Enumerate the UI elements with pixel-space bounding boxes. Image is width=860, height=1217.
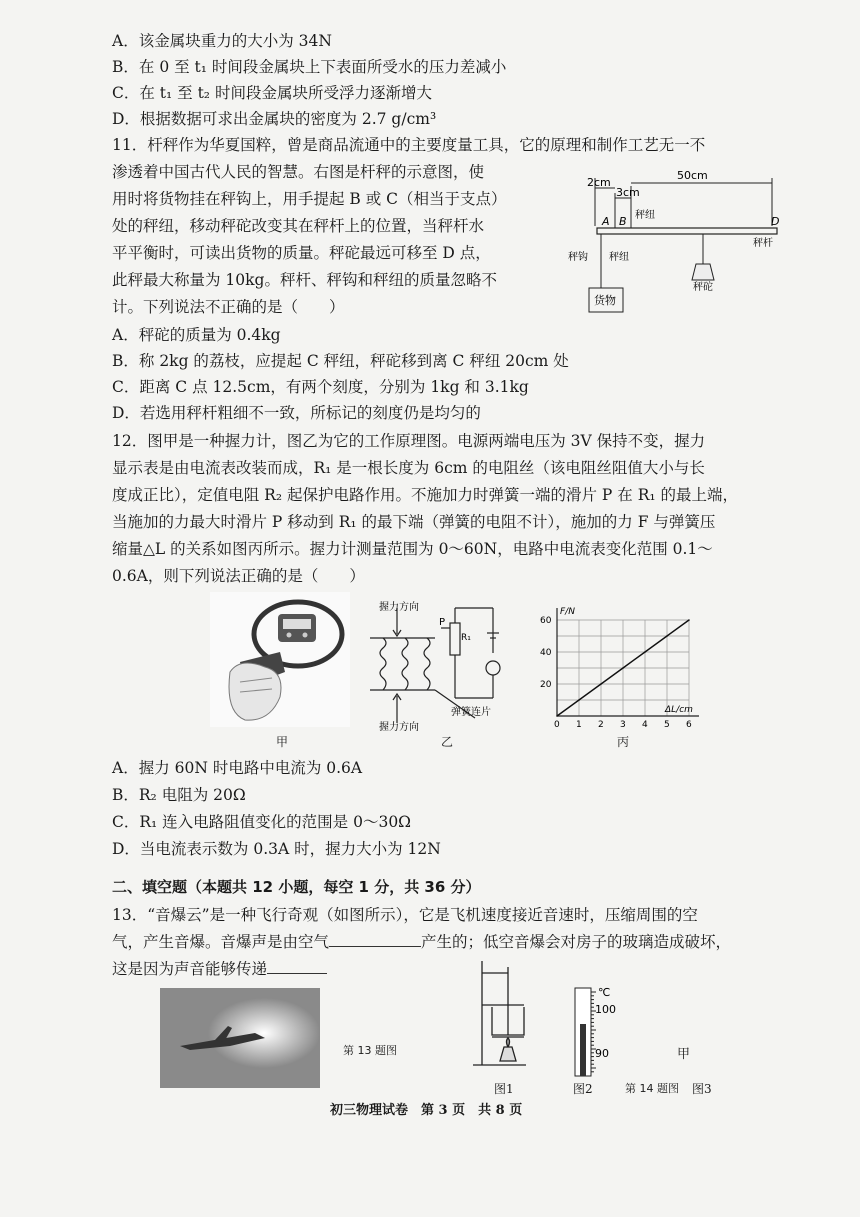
q12-stem-line: 12．图甲是一种握力计，图乙为它的工作原理图。电源两端电压为 3V 保持不变，握力	[112, 432, 706, 450]
grip-dynamometer-photo	[210, 592, 350, 727]
heating-apparatus-figure	[468, 955, 538, 1083]
q13-answer-blank-2[interactable]	[267, 973, 327, 974]
q13-line-2	[112, 931, 731, 953]
force-compression-chart	[535, 598, 710, 733]
q10-option-b: B．在 0 至 t₁ 时间段金属块上下表面所受水的压力差减小	[112, 58, 507, 76]
q11-stem-line: 此秤最大称量为 10kg。秤杆、秤钩和秤纽的质量忽略不	[112, 271, 497, 289]
q13-text-part-a: 气，产生音爆。音爆声是由空气	[112, 933, 330, 951]
q11-stem-line: 11．杆秤作为华夏国粹，曾是商品流通中的主要度量工具，它的原理和制作工艺无一不	[112, 136, 706, 154]
steelyard-knob-label-1: 秤纽	[635, 210, 655, 221]
chart-data-point	[578, 699, 580, 701]
chart-y-tick-label: 20	[540, 680, 552, 690]
thermometer-figure	[565, 982, 625, 1080]
fig14-3-label: 图3	[692, 1082, 712, 1096]
q12-stem-line: 当施加的力最大时滑片 P 移动到 R₁ 的最下端（弹簧的电阻不计），施加的力 F 与弹簧压	[112, 513, 716, 531]
steelyard-point-d: D	[771, 215, 780, 228]
q11-option-b: B．称 2kg 的荔枝，应提起 C 秤纽，秤砣移到离 C 秤纽 20cm 处	[112, 352, 569, 370]
chart-y-axis-label: F/N	[560, 607, 575, 617]
q13-text-part-c: 这是因为声音能够传递	[112, 960, 268, 978]
chart-y-tick-label: 40	[540, 648, 552, 658]
steelyard-50cm-label: 50cm	[677, 169, 708, 182]
q12-option-b: B．R₂ 电阻为 20Ω	[112, 786, 246, 804]
steelyard-hook-label: 秤钩	[568, 252, 588, 263]
steelyard-point-a: A	[602, 215, 610, 228]
sonic-boom-photo	[160, 988, 320, 1088]
chart-x-tick-label: 3	[620, 720, 626, 730]
q10-option-d: D．根据数据可求出金属块的密度为 2.7 g/cm³	[112, 110, 437, 128]
q10-option-c: C．在 t₁ 至 t₂ 时间段金属块所受浮力逐渐增大	[112, 84, 432, 102]
fig14-jia-label: 甲	[677, 1047, 691, 1062]
page-footer: 初三物理试卷 第 3 页 共 8 页	[330, 1103, 523, 1118]
chart-y-tick-label: 60	[540, 616, 552, 626]
r1-label: R₁	[461, 633, 471, 643]
steelyard-knob-label-2: 秤纽	[609, 252, 629, 263]
steelyard-figure	[565, 168, 795, 318]
steelyard-weight-label: 秤砣	[693, 282, 713, 293]
spring-plate-label: 弹簧连片	[451, 707, 491, 718]
q12-stem-line: 度成正比），定值电阻 R₂ 起保护电路作用。不施加力时弹簧一端的滑片 P 在 R₁ 的最上端，	[112, 486, 739, 504]
q12-stem-line: 0.6A，则下列说法正确的是（ ）	[112, 567, 365, 585]
q13-answer-blank-1[interactable]	[329, 946, 421, 947]
circuit-diagram	[365, 598, 515, 733]
fig-jia-label: 甲	[276, 735, 289, 749]
section-heading: 二、填空题（本题共 12 小题，每空 1 分，共 36 分）	[112, 878, 481, 896]
chart-x-axis-label: ΔL/cm	[665, 705, 693, 715]
steelyard-goods-label: 货物	[594, 294, 616, 307]
fig14-1-label: 图1	[494, 1082, 514, 1096]
q11-stem-line: 平平衡时，可读出货物的质量。秤砣最远可移至 D 点，	[112, 244, 491, 262]
chart-data-point	[666, 635, 668, 637]
q12-option-d: D．当电流表示数为 0.3A 时，握力大小为 12N	[112, 840, 441, 858]
q13-line-3	[112, 958, 327, 980]
chart-data-point	[556, 715, 558, 717]
q11-stem-line: 计。下列说法不正确的是（ ）	[112, 298, 345, 316]
q13-line-1: 13．“音爆云”是一种飞行奇观（如图所示），它是飞机速度接近音速时，压缩周围的空	[112, 906, 698, 924]
thermometer-90-label: 90	[595, 1047, 609, 1060]
q12-option-a: A．握力 60N 时电路中电流为 0.6A	[112, 759, 363, 777]
chart-data-point	[644, 651, 646, 653]
chart-x-tick-label: 1	[576, 720, 582, 730]
q11-stem-line: 渗透着中国古代人民的智慧。右图是杆秤的示意图，使	[112, 163, 485, 181]
q11-stem-line: 用时将货物挂在秤钩上，用手提起 B 或 C（相当于支点）	[112, 190, 507, 208]
fig-bing-label: 丙	[617, 735, 630, 749]
steelyard-point-b: B	[619, 215, 627, 228]
q11-option-a: A．秤砣的质量为 0.4kg	[112, 326, 281, 344]
fig13-caption: 第 13 题图	[343, 1044, 397, 1057]
chart-x-tick-label: 5	[664, 720, 670, 730]
q11-stem-line: 处的秤纽，移动秤砣改变其在秤杆上的位置，当秤杆水	[112, 217, 485, 235]
q12-stem-line: 缩量△L 的关系如图丙所示。握力计测量范围为 0～60N，电路中电流表变化范围 0.1～	[112, 540, 713, 558]
slider-p-label: P	[439, 617, 446, 628]
q13-text-part-b: 产生的；低空音爆会对房子的玻璃造成破坏，	[421, 933, 732, 951]
force-direction-bottom-label: 握力方向	[379, 722, 419, 733]
chart-data-point	[688, 619, 690, 621]
q11-option-c: C．距离 C 点 12.5cm，有两个刻度，分别为 1kg 和 3.1kg	[112, 378, 529, 396]
force-direction-top-label: 握力方向	[379, 602, 419, 613]
q12-option-c: C．R₁ 连入电路阻值变化的范围是 0～30Ω	[112, 813, 412, 831]
chart-x-tick-label: 2	[598, 720, 604, 730]
steelyard-rod-label: 秤杆	[753, 238, 773, 249]
chart-x-tick-label: 0	[554, 720, 560, 730]
fig14-caption: 第 14 题图	[625, 1082, 679, 1095]
chart-x-tick-label: 4	[642, 720, 648, 730]
chart-x-tick-label: 6	[686, 720, 692, 730]
q10-option-a: A．该金属块重力的大小为 34N	[112, 32, 332, 50]
fig14-2-label: 图2	[573, 1082, 593, 1096]
chart-data-point	[600, 683, 602, 685]
q11-option-d: D．若选用秤杆粗细不一致，所标记的刻度仍是均匀的	[112, 404, 481, 422]
thermometer-unit: ℃	[598, 986, 611, 999]
chart-data-point	[622, 667, 624, 669]
thermometer-100-label: 100	[595, 1003, 616, 1016]
q12-stem-line: 显示表是由电流表改装而成，R₁ 是一根长度为 6cm 的电阻丝（该电阻丝阻值大小与长	[112, 459, 705, 477]
fig-yi-label: 乙	[441, 735, 454, 749]
steelyard-2cm-label: 2cm	[587, 176, 611, 189]
steelyard-3cm-label: 3cm	[616, 186, 640, 199]
